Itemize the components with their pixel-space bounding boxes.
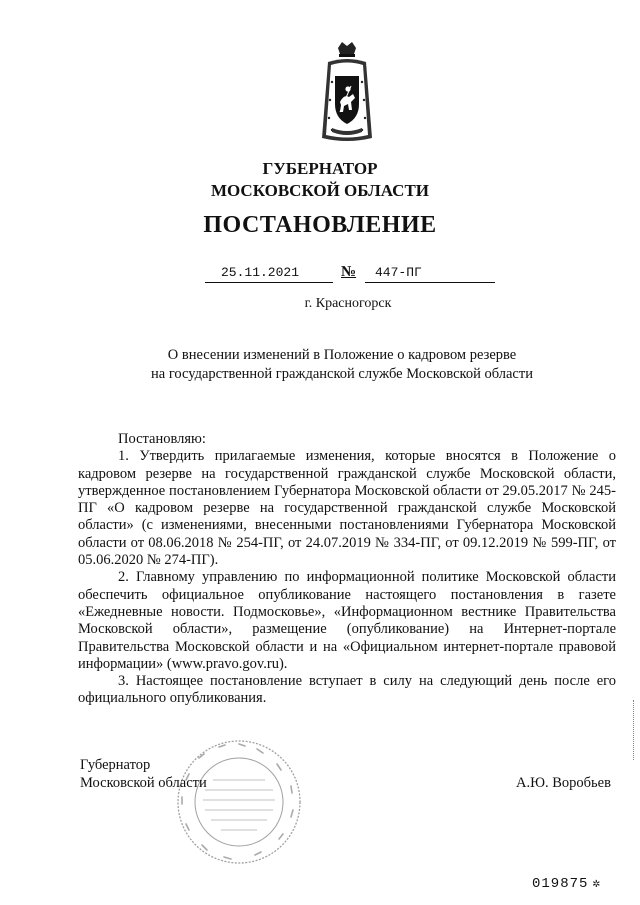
document-date: 25.11.2021 xyxy=(221,265,300,280)
document-type-title: ПОСТАНОВЛЕНИЕ xyxy=(203,212,437,238)
body-paragraph-2: 2. Главному управлению по информационной политике Московской области обеспечить официальное опубликование настоящего постановления в газете «Ежедневные новости. Подмосковье», «Информационном вестнике Правительства Московской области», размещение (опубликование) на Интернет-портале Правительства Московской области и на «Официальном интернет-портале правовой информации» (www.pravo.gov.ru). xyxy=(78,569,616,672)
issuer-heading xyxy=(0,158,640,202)
subject-line-2: на государственной гражданской службе Московской области xyxy=(151,366,533,382)
serial-number xyxy=(532,876,601,892)
date-number-row xyxy=(205,262,495,286)
subject-heading xyxy=(0,346,640,384)
margin-artifact xyxy=(633,700,636,760)
serial-mark: ✲ xyxy=(592,876,602,891)
signatory-line-1: Губернатор xyxy=(80,757,151,773)
issue-city: г. Красногорск xyxy=(304,296,392,311)
body-intro: Постановляю: xyxy=(118,431,206,447)
document-body xyxy=(78,431,616,708)
number-underline xyxy=(365,282,495,283)
document-number: 447-ПГ xyxy=(375,265,422,280)
body-paragraph-1: 1. Утвердить прилагаемые изменения, которые вносятся в Положение о кадровом резерве на государственной гражданской службе Московской области, утвержденное постановлением Губернатора Московской области от 29.05.2017 № 245-ПГ «О кадровом резерве на государственной гражданской службе Московской области» (с изменениями, внесенными постановлениями Губернатора Московской области от 08.06.2018 № 254-ПГ, от 24.07.2019 № 334-ПГ, от 09.12.2019 № 599-ПГ, от 05.06.2020 № 274-ПГ). xyxy=(78,448,616,569)
coat-of-arms-icon xyxy=(318,42,376,144)
body-paragraph-3: 3. Настоящее постановление вступает в силу на следующий день после его официального опубликования. xyxy=(78,673,616,707)
signer-name: А.Ю. Воробьев xyxy=(516,775,611,791)
subject-line-1: О внесении изменений в Положение о кадровом резерве xyxy=(167,347,517,363)
issuer-line-1: ГУБЕРНАТОР xyxy=(262,159,378,178)
signatory-title xyxy=(80,756,207,792)
issuer-line-2: МОСКОВСКОЙ ОБЛАСТИ xyxy=(210,181,430,200)
number-sign: № xyxy=(341,264,357,280)
signatory-line-2: Московской области xyxy=(80,775,207,791)
serial-value: 019875 xyxy=(532,876,589,892)
date-underline xyxy=(205,282,333,283)
